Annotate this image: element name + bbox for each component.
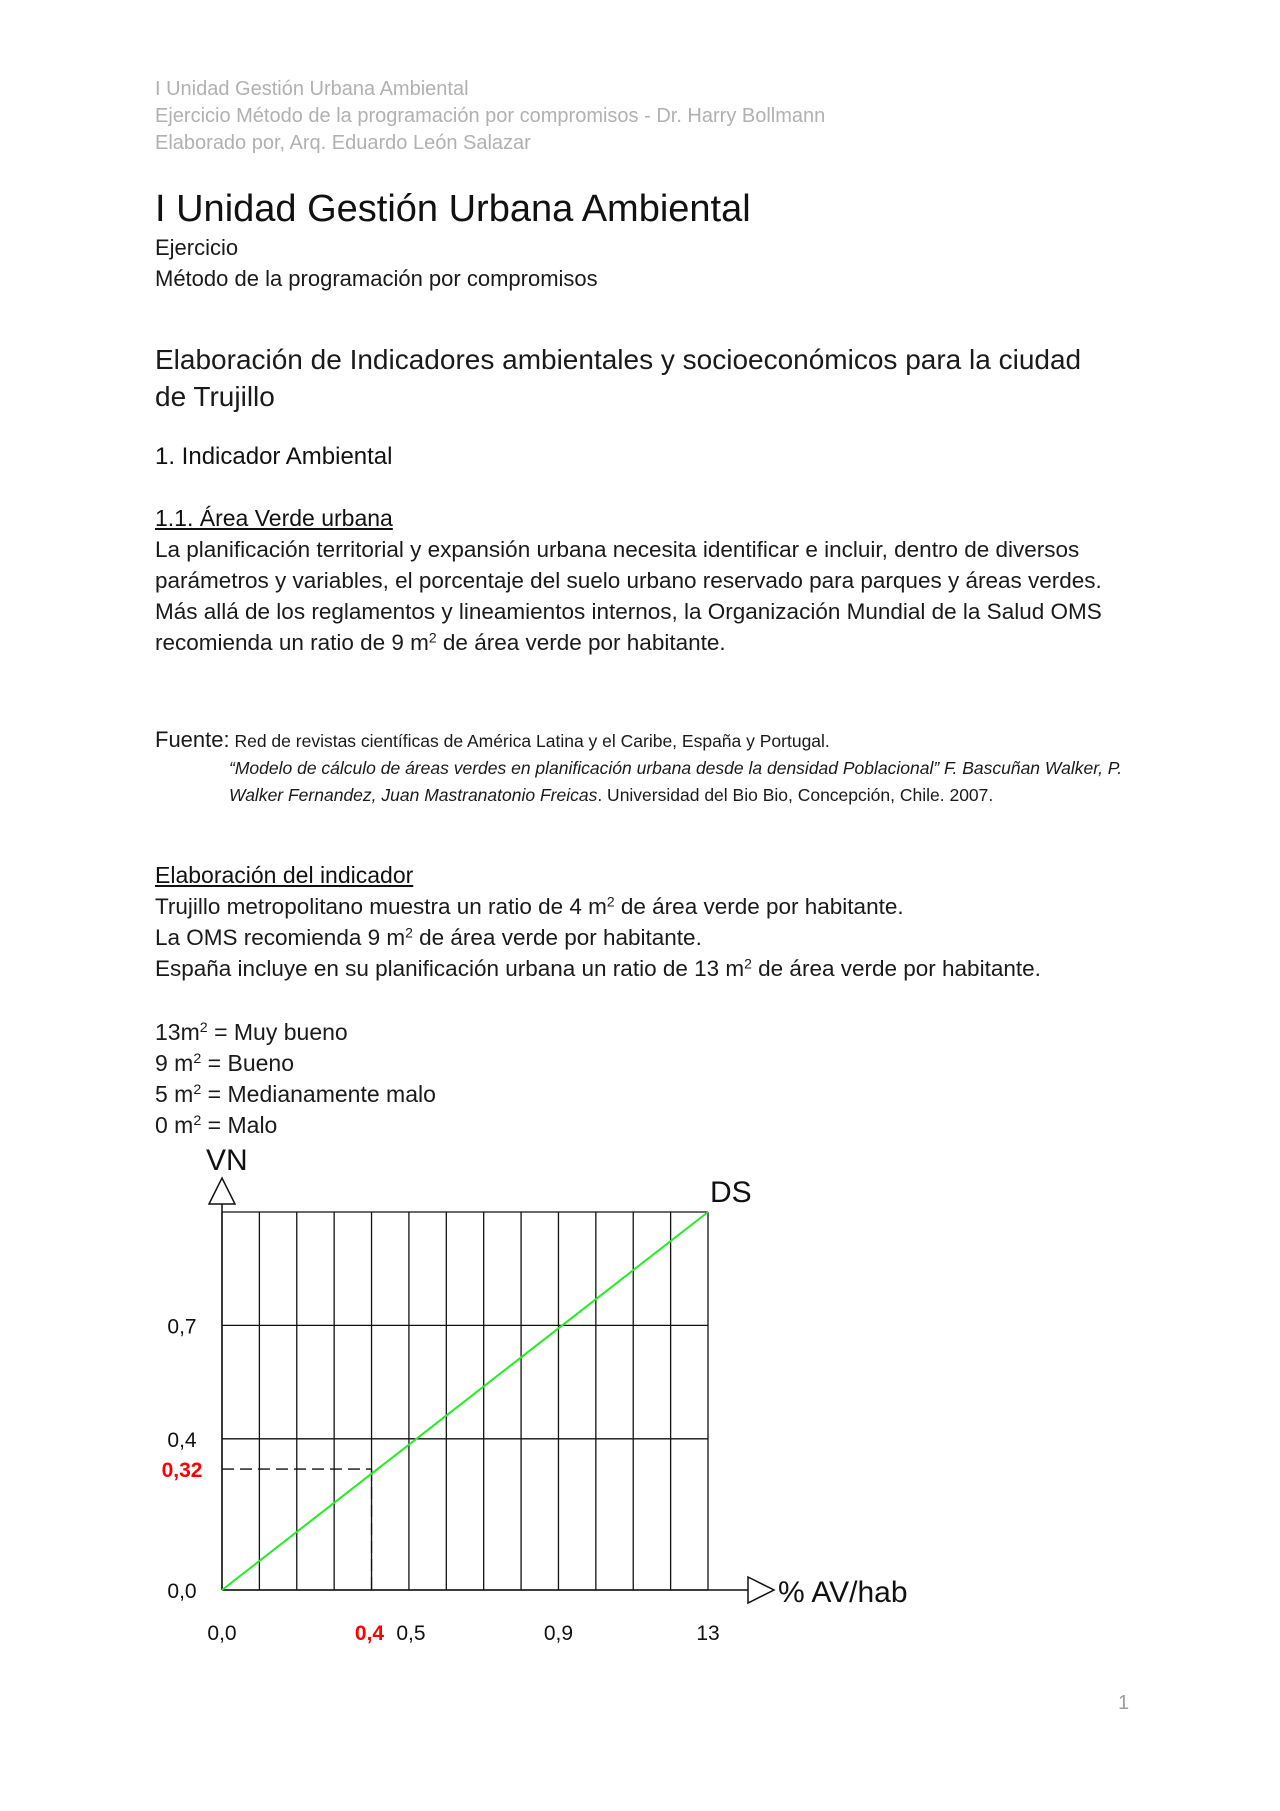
indicator-line-2: La OMS recomienda 9 $m^2$ de área verde por habitante. — [155, 924, 702, 950]
indicator-line-3: España incluye en su planificación urbana un ratio de 13 $m^2$ de área verde por habitante. — [155, 955, 1041, 981]
x-tick-label: 0,0 — [207, 1622, 237, 1645]
y-tick-label: 0,7 — [167, 1315, 197, 1339]
section-1-1-body — [155, 534, 1155, 658]
scale-item: 0 $m^2$ = Malo — [155, 1112, 278, 1138]
source-citation — [155, 726, 1155, 809]
section-1-1-title: 1.1. Área Verde urbana — [155, 505, 393, 531]
x-tick-label: 0,5 — [396, 1622, 426, 1645]
title-block — [155, 186, 1155, 294]
indicator-section — [155, 860, 1155, 984]
indicator-body — [155, 891, 1155, 984]
x-axis-arrow — [748, 1577, 774, 1603]
y-tick-label: 0,0 — [167, 1580, 197, 1603]
header-line-2: Ejercicio Método de la programación por compromisos - Dr. Harry Bollmann — [155, 105, 826, 127]
y-tick-label: 0,32 — [161, 1459, 203, 1483]
section-1-title: 1. Indicador Ambiental — [155, 443, 393, 470]
subtitle-ejercicio: Ejercicio — [155, 235, 239, 260]
scale-item: $13m^2$ = Muy bueno — [155, 1019, 348, 1045]
page-number: 1 — [1118, 1692, 1130, 1714]
indicator-title: Elaboración del indicador — [155, 862, 414, 888]
paragraph-1: La planificación territorial y expansión urbana necesita identificar e incluir, dentro de diversos parámetros y variables, el porcentaje del suelo urbano reservado para parques y áreas verdes. — [155, 537, 1102, 593]
x-tick-label: 0,4 — [354, 1622, 385, 1645]
scale-item: 5 $m^2$ = Medianamente malo — [155, 1081, 436, 1107]
scale-item: 9 $m^2$ = Bueno — [155, 1050, 294, 1076]
y-axis-arrow — [209, 1178, 235, 1204]
header-line-1: I Unidad Gestión Urbana Ambiental — [155, 78, 469, 100]
x-tick-label: 0,9 — [543, 1622, 574, 1645]
y-axis-label: VN — [206, 1144, 248, 1177]
section-1-1 — [155, 503, 1155, 658]
page-title: I Unidad Gestión Urbana Ambiental — [155, 188, 751, 230]
paragraph-2: Más allá de los reglamentos y lineamientos internos, la Organización Mundial de la Salud OMS recomienda un ratio de 9 $m^2$ de área verde por habitante. — [155, 599, 1102, 655]
subtitle-method: Método de la programación por compromisos — [155, 266, 598, 291]
x-axis-label: % AV/hab — [778, 1576, 908, 1609]
indicator-line-1: Trujillo metropolitano muestra un ratio de 4 $m^2$ de área verde por habitante. — [155, 893, 904, 919]
header-line-3: Elaborado por, Arq. Eduardo León Salazar — [155, 132, 531, 154]
section-heading: Elaboración de Indicadores ambientales y socioeconómicos para la ciudad de Trujillo — [155, 344, 1082, 412]
series-line-ds — [222, 1212, 708, 1590]
indicator-chart — [140, 1140, 960, 1660]
source-line-1: Fuente: Red de revistas científicas de América Latina y el Caribe, España y Portugal. — [155, 727, 830, 752]
y-tick-label: 0,4 — [167, 1428, 197, 1452]
x-tick-label: 13 — [696, 1622, 720, 1645]
source-line-2: “Modelo de cálculo de áreas verdes en planificación urbana desde la densidad Poblacional” F. Bascuñan Walker, P. Walker Fernandez, Juan Mastranatonio Freicas. Universidad del Bio Bio, Concepción, Chile. 2007. — [229, 758, 1123, 805]
series-label-ds: DS — [710, 1176, 752, 1209]
rating-scale — [155, 1017, 755, 1141]
running-header — [155, 76, 1155, 157]
